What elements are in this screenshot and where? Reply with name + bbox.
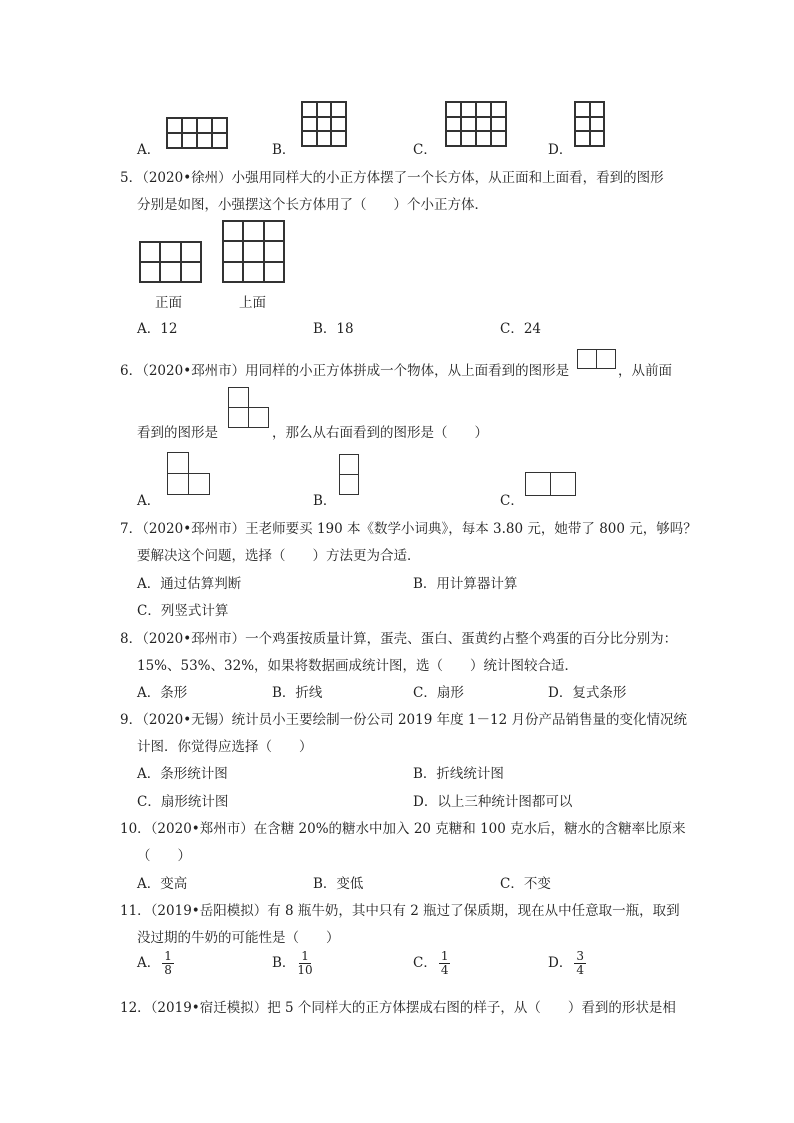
q8-line-2: 15%、53%、32%，如果将数据画成统计图，选（ ）统计图较合适． [137, 658, 579, 674]
q6-option-b-letter: B． [313, 493, 337, 509]
q5-top-label: 上面 [239, 295, 266, 311]
q5-option-a: A．12 [137, 321, 178, 337]
q4-option-d-figure [574, 101, 605, 147]
q6-top-view-figure-cell-1 [577, 349, 597, 369]
q8-option-d: D．复式条形 [548, 685, 627, 701]
q11-option-b-numerator: 1 [301, 949, 309, 963]
q11-option-d [548, 950, 586, 977]
q6-line-1: 6．（2020•邳州市）用同样的小正方体拼成一个物体，从上面看到的图形是 [120, 363, 570, 379]
q10-option-a: A．变高 [137, 876, 188, 892]
q10-option-b: B．变低 [313, 876, 364, 892]
q11-option-d-numerator: 3 [576, 949, 584, 963]
q10-option-c: C．不变 [500, 876, 551, 892]
q6-front-view-figure-cell-3 [248, 407, 269, 428]
q9-option-d: D．以上三种统计图都可以 [413, 794, 573, 810]
q4-option-a-letter: A． [137, 142, 161, 158]
q7-option-a: A．通过估算判断 [137, 576, 242, 592]
q11-option-a-denominator: 8 [164, 963, 172, 977]
q11-option-a-numerator: 1 [164, 949, 172, 963]
q11-option-d-letter: D． [548, 955, 573, 971]
q7-line-2: 要解决这个问题，选择（ ）方法更为合适． [137, 548, 421, 564]
q7-line-1: 7．（2020•邳州市）王老师要买 190 本《数学小词典》，每本 3.80 元，她带了 800 元，够吗？ [120, 521, 697, 537]
q11-option-b-letter: B． [272, 955, 296, 971]
q11-option-c-fraction [439, 950, 451, 977]
q7-option-b: B．用计算器计算 [413, 576, 518, 592]
q5-top-view-figure [222, 220, 285, 283]
q6-front-view-figure-cell-1 [228, 387, 249, 408]
q9-line-2: 计图．你觉得应选择（ ） [137, 739, 313, 755]
q11-option-a [137, 950, 174, 977]
q6-option-c-cell-1 [525, 472, 551, 496]
q6-option-a-cell-3 [188, 473, 210, 495]
q10-line-1: 10．（2020•郑州市）在含糖 20%的糖水中加入 20 克糖和 100 克水后，糖水的含糖率比原来 [120, 821, 686, 837]
q11-option-c-denominator: 4 [440, 963, 449, 977]
q6-line-2-tail: ，那么从右面看到的图形是（ ） [272, 425, 488, 441]
q5-front-label: 正面 [155, 295, 182, 311]
q4-option-b-figure [301, 101, 347, 147]
q4-option-c-letter: C． [413, 142, 437, 158]
q8-option-a: A．条形 [137, 685, 188, 701]
q6-option-a-letter: A． [137, 493, 161, 509]
q6-line-2-head: 看到的图形是 [137, 425, 218, 441]
q11-option-c [413, 950, 450, 977]
q8-option-b: B．折线 [272, 685, 323, 701]
q8-option-c: C．扇形 [413, 685, 464, 701]
q9-option-a: A．条形统计图 [137, 766, 228, 782]
q5-option-b: B．18 [313, 321, 354, 337]
q6-option-a-cell-2 [167, 473, 189, 495]
q6-option-b-cell-1 [339, 454, 359, 475]
q10-line-2: （ ） [137, 848, 191, 864]
q11-option-c-numerator: 1 [440, 949, 449, 963]
q4-option-a-figure [166, 117, 228, 149]
q6-line-1-tail: ，从前面 [618, 363, 672, 379]
q7-option-c: C．列竖式计算 [137, 603, 229, 619]
q4-option-d-letter: D． [548, 142, 573, 158]
q11-option-a-fraction [162, 950, 174, 977]
q4-option-c-figure [445, 101, 507, 147]
q5-line-1: 5．（2020•徐州）小强用同样大的小正方体摆了一个长方体，从正面和上面看，看到的图形 [120, 170, 664, 186]
q6-option-b-cell-2 [339, 474, 359, 495]
q11-line-1: 11．（2019•岳阳模拟）有 8 瓶牛奶，其中只有 2 瓶过了保质期，现在从中任意取一瓶，取到 [120, 903, 680, 919]
q6-top-view-figure-cell-2 [596, 349, 616, 369]
q6-option-c-cell-2 [550, 472, 576, 496]
q9-option-b: B．折线统计图 [413, 766, 504, 782]
q6-option-a-cell-1 [167, 452, 189, 474]
q11-option-b-denominator: 10 [297, 963, 313, 977]
q9-line-1: 9．（2020•无锡）统计员小王要绘制一份公司 2019 年度 1－12 月份产品销售量的变化情况统 [120, 712, 687, 728]
q4-option-b-letter: B． [272, 142, 296, 158]
q9-option-c: C．扇形统计图 [137, 794, 229, 810]
q11-line-2: 没过期的牛奶的可能性是（ ） [137, 930, 340, 946]
q8-line-1: 8．（2020•邳州市）一个鸡蛋按质量计算，蛋壳、蛋白、蛋黄约占整个鸡蛋的百分比分别为： [120, 631, 678, 647]
q5-line-2: 分别是如图，小强摆这个长方体用了（ ）个小正方体． [137, 197, 488, 213]
q11-option-d-fraction [574, 950, 586, 977]
q11-option-a-letter: A． [137, 955, 161, 971]
q6-front-view-figure-cell-2 [228, 407, 249, 428]
q6-option-c-letter: C． [500, 493, 524, 509]
q11-option-b [272, 950, 313, 977]
q5-option-c: C．24 [500, 321, 542, 337]
q5-front-view-figure [139, 241, 202, 283]
q11-option-d-denominator: 4 [576, 963, 584, 977]
q12-line-1: 12．（2019•宿迁模拟）把 5 个同样大的正方体摆成右图的样子，从（ ）看到的形状是相 [120, 1000, 676, 1016]
q11-option-b-fraction [297, 950, 312, 977]
q11-option-c-letter: C． [413, 955, 437, 971]
